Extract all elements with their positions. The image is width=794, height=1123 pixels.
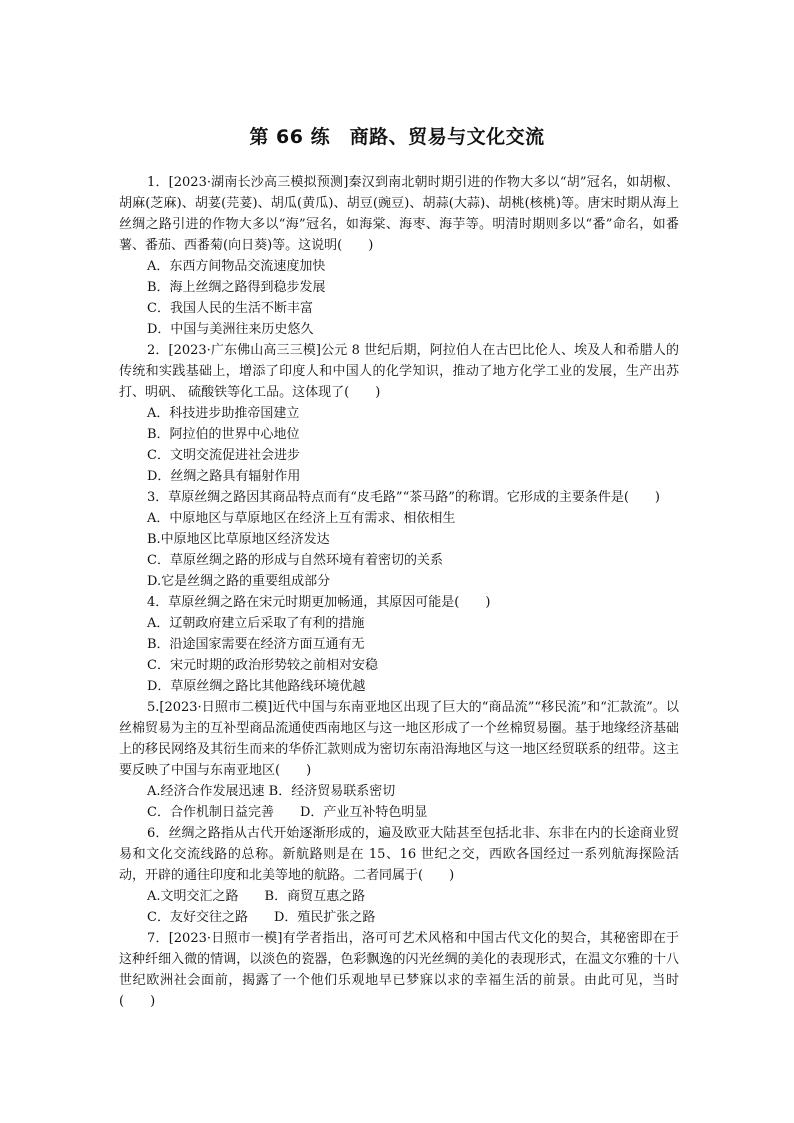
question-list [119, 172, 679, 1012]
question-stem: 3．草原丝绸之路因其商品特点而有“皮毛路”“茶马路”的称谓。它形成的主要条件是( ) [147, 490, 660, 505]
question-6 [119, 823, 679, 928]
answer-option: A.文明交汇之路 B．商贸互惠之路 [147, 889, 366, 904]
answer-option: C．文明交流促进社会进步 [147, 448, 300, 463]
question-2 [119, 340, 679, 487]
answer-option: C．草原丝绸之路的形成与自然环境有着密切的关系 [147, 553, 443, 568]
answer-option: A．东西方间物品交流速度加快 [147, 259, 326, 274]
answer-option: C．我国人民的生活不断丰富 [147, 301, 313, 316]
question-4 [119, 592, 679, 697]
question-stem: 6．丝绸之路指从古代开始逐渐形成的，遍及欧亚大陆甚至包括北非、东非在内的长途商业贸易和文化交流线路的总称。新航路则是在 15、16 世纪之交，西欧各国经过一系列航海探险活动，开辟的通往印度和北美等地的航路。二者同属于( ) [119, 826, 679, 883]
answer-option: B．海上丝绸之路得到稳步发展 [147, 280, 326, 295]
question-stem: 7．[2023·日照市一模]有学者指出，洛可可艺术风格和中国古代文化的契合，其秘密即在于这种纤细入微的情调，以淡色的瓷器，色彩飘逸的闪光丝绸的美化的表现形式，在温文尔雅的十八世纪欧洲社会面前，揭露了一个他们乐观地早已梦寐以求的幸福生活的前景。由此可见，当时( ) [119, 931, 679, 1009]
answer-option: B．沿途国家需要在经济方面互通有无 [147, 637, 365, 652]
question-stem: 2．[2023·广东佛山高三三模]公元 8 世纪后期，阿拉伯人在古巴比伦人、埃及人和希腊人的传统和实践基础上，增添了印度人和中国人的化学知识，推动了地方化学工业的发展，生产出苏打、明矾、 硫酸铁等化工品。这体现了( ) [119, 343, 679, 400]
question-7 [119, 928, 679, 1012]
question-1 [119, 172, 679, 340]
answer-option: A．中原地区与草原地区在经济上互有需求、相依相生 [147, 511, 456, 526]
answer-option: D．丝绸之路具有辐射作用 [147, 469, 301, 484]
answer-option: D．草原丝绸之路比其他路线环境优越 [147, 679, 366, 694]
answer-option: B．阿拉伯的世界中心地位 [147, 427, 300, 442]
question-stem: 4．草原丝绸之路在宋元时期更加畅通，其原因可能是( ) [147, 595, 491, 610]
answer-option: D．中国与美洲往来历史悠久 [147, 322, 314, 337]
answer-option: C．友好交往之路 D．殖民扩张之路 [147, 910, 376, 925]
answer-option: A．辽朝政府建立后采取了有利的措施 [147, 616, 365, 631]
answer-option: D.它是丝绸之路的重要组成部分 [147, 574, 331, 589]
question-5 [119, 697, 679, 823]
answer-option: B.中原地区比草原地区经济发达 [147, 532, 330, 547]
answer-option: C．合作机制日益完善 D．产业互补特色明显 [147, 805, 428, 820]
answer-option: A.经济合作发展迅速 B．经济贸易联系密切 [147, 784, 396, 799]
question-3 [119, 487, 679, 592]
question-stem: 1．[2023·湖南长沙高三模拟预测]秦汉到南北朝时期引进的作物大多以“胡”冠名，如胡椒、胡麻(芝麻)、胡荽(芫荽)、胡瓜(黄瓜)、胡豆(豌豆)、胡蒜(大蒜)、胡桃(核桃)等。唐宋时期从海上丝绸之路引进的作物大多以“海”冠名，如海棠、海枣、海芋等。明清时期则多以“番”命名，如番薯、番茄、西番菊(向日葵)等。这说明( ) [119, 175, 679, 253]
page-title: 第 66 练 商路、贸易与文化交流 [249, 126, 545, 148]
question-stem: 5.[2023·日照市二模]近代中国与东南亚地区出现了巨大的“商品流”“移民流”和“汇款流”。以丝棉贸易为主的互补型商品流通使西南地区与这一地区形成了一个丝棉贸易圈。基于地缘经济基础上的移民网络及其衍生而来的华侨汇款则成为密切东南沿海地区与这一地区经贸联系的纽带。这主要反映了中国与东南亚地区( ) [119, 700, 679, 778]
answer-option: C．宋元时期的政治形势较之前相对安稳 [147, 658, 378, 673]
answer-option: A．科技进步助推帝国建立 [147, 406, 300, 421]
